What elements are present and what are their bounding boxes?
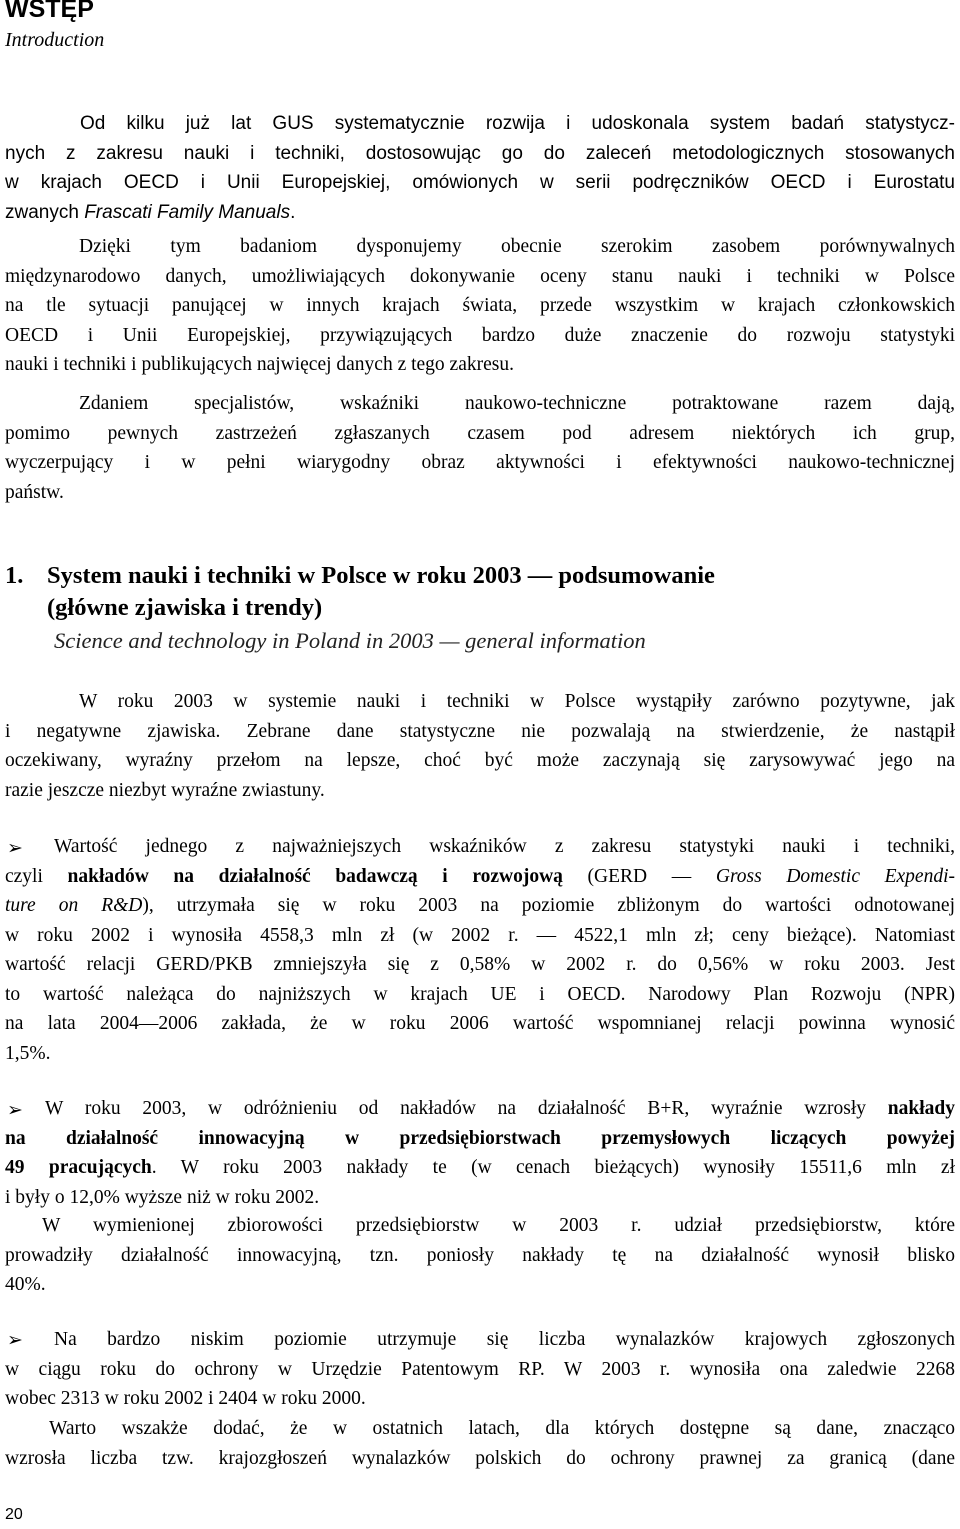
emphasis-text: 49 pracujących [5, 1157, 152, 1178]
text-line: Na bardzo niskim poziomie utrzymuje się liczba wynalazków krajowych zgłoszonych [54, 1329, 955, 1350]
bullet-paragraph-3 [5, 1325, 955, 1414]
text-fragment: . [290, 201, 296, 223]
text-line: w krajach OECD i Unii Europejskiej, omówionych w serii podręczników OECD i Eurostatu [5, 172, 955, 193]
text-line: wartość relacji GERD/PKB zmniejszyła się z 0,58% w 2002 r. do 0,56% w roku 2003. Jest [5, 954, 955, 975]
text-line [5, 198, 955, 228]
text-line: na lata 2004—2006 zakłada, że w roku 2006 wartość wspomnianej relacji powinna wynosić [5, 1013, 955, 1034]
text-line: i negatywne zjawiska. Zebrane dane statystyczne nie pozwalają na stwierdzenie, że nastąpił [5, 720, 955, 742]
text-line: wyczerpujący i w pełni wiarygodny obraz aktywności i efektywności naukowo-technicznej [5, 452, 955, 473]
text-line: państw. [5, 481, 64, 503]
text-line: Od kilku już lat GUS systematycznie rozwija i udoskonala system badań statystycz- [80, 113, 955, 134]
page-subtitle: Introduction [5, 29, 105, 51]
text-line: wobec 2313 w roku 2002 i 2404 w roku 2000. [5, 1388, 366, 1409]
text-line: oczekiwany, wyraźny przełom na lepsze, choć być może zaczynają się zarysowywać jego na [5, 750, 955, 771]
text-line: Zdaniem specjalistów, wskaźniki naukowo-techniczne potraktowane razem dają, [79, 393, 955, 414]
section-title: System nauki i techniki w Polsce w roku 2003 — podsumowanie [47, 562, 715, 589]
arrow-bullet-icon: ➢ [7, 1099, 23, 1121]
bullet-2-continuation [5, 1211, 955, 1300]
text-fragment: ), utrzymała się w roku 2003 na poziomie zbliżonym do wartości odnotowanej [142, 895, 955, 916]
text-fragment: czyli [5, 865, 68, 887]
intro-paragraph-3 [5, 389, 955, 507]
intro-paragraph-1 [5, 109, 955, 227]
text-line: Wartość jednego z najważniejszych wskaźników z zakresu statystyki nauki i techniki, [54, 836, 955, 857]
text-line [5, 862, 955, 892]
text-fragment: zwanych [5, 201, 85, 223]
text-line: i były o 12,0% wyższe niż w roku 2002. [5, 1186, 320, 1208]
text-line: w roku 2002 i wynosiła 4558,3 mln zł (w 2002 r. — 4522,1 mln zł; ceny bieżące). Natomiast [5, 924, 955, 946]
text-line: w ciągu roku do ochrony w Urzędzie Patentowym RP. W 2003 r. wynosiła ona zaledwie 2268 [5, 1358, 955, 1380]
term-english: Gross Domestic Expendi- [715, 865, 955, 887]
text-line: Dzięki tym badaniom dysponujemy obecnie szerokim zasobem porównywalnych [79, 236, 955, 257]
emphasis-text: nakłady [887, 1098, 955, 1119]
text-line [5, 891, 955, 921]
section-paragraph-1 [5, 687, 955, 805]
page-number: 20 [5, 1506, 23, 1523]
arrow-bullet-icon: ➢ [7, 837, 23, 859]
text-line: to wartość należąca do najniższych w krajach UE i OECD. Narodowy Plan Rozwoju (NPR) [5, 983, 955, 1005]
bullet-paragraph-1 [5, 832, 955, 1068]
text-line: pomimo pewnych zastrzeżeń zgłaszanych czasem pod adresem niektórych ich grup, [5, 422, 955, 444]
section-number: 1. [5, 562, 24, 589]
text-line: W wymienionej zbiorowości przedsiębiorstw w 2003 r. udział przedsiębiorstw, które [42, 1215, 955, 1236]
text-line: nych z zakresu nauki i techniki, dostosowując go do zaleceń metodologicznych stosowanych [5, 142, 955, 164]
publication-title: Frascati Family Manuals [84, 201, 291, 223]
text-line: wzrosła liczba tzw. krajozgłoszeń wynalazków polskich do ochrony prawnej za granicą (dane [5, 1447, 955, 1469]
emphasis-text: na działalność innowacyjną w przedsiębiorstwach przemysłowych liczących powyżej [5, 1127, 955, 1149]
text-line [5, 1153, 955, 1183]
section-title-english: Science and technology in Poland in 2003 — general information [54, 628, 646, 653]
text-line: 1,5%. [5, 1042, 51, 1064]
text-line [5, 1094, 955, 1124]
text-fragment: W roku 2003, w odróżnieniu od nakładów na działalność B+R, wyraźnie wzrosły [45, 1098, 888, 1119]
text-line: nauki i techniki i publikujących najwięcej danych z tego zakresu. [5, 354, 514, 375]
text-fragment: . W roku 2003 nakłady te (w cenach bieżących) wynosiły 15511,6 mln zł [151, 1157, 955, 1178]
bullet-paragraph-2 [5, 1094, 955, 1212]
bullet-3-continuation [5, 1414, 955, 1473]
text-line: międzynarodowo danych, umożliwiających dokonywanie oceny stanu nauki i techniki w Polsce [5, 265, 955, 287]
text-line: Warto wszakże dodać, że w ostatnich latach, dla których dostępne są dane, znacząco [49, 1418, 955, 1439]
text-line: na tle sytuacji panującej w innych krajach świata, przede wszystkim w krajach członkowskich [5, 295, 955, 316]
text-line: 40%. [5, 1274, 46, 1295]
intro-paragraph-2 [5, 232, 955, 380]
text-fragment: (GERD — [562, 865, 716, 887]
emphasis-text: nakładów na działalność badawczą i rozwojową [67, 865, 563, 887]
page-title: WSTĘP [5, 0, 94, 23]
text-line: prowadziły działalność innowacyjną, tzn. poniosły nakłady tę na działalność wynosił blisko [5, 1244, 955, 1266]
text-line: W roku 2003 w systemie nauki i techniki w Polsce wystąpiły zarówno pozytywne, jak [79, 691, 955, 712]
term-english: ture on R&D [5, 895, 143, 916]
text-line: razie jeszcze niezbyt wyraźne zwiastuny. [5, 779, 325, 801]
section-title-line-2: (główne zjawiska i trendy) [47, 594, 323, 621]
text-line: OECD i Unii Europejskiej, przywiązujących bardzo duże znaczenie do rozwoju statystyki [5, 324, 955, 346]
arrow-bullet-icon: ➢ [7, 1329, 23, 1351]
